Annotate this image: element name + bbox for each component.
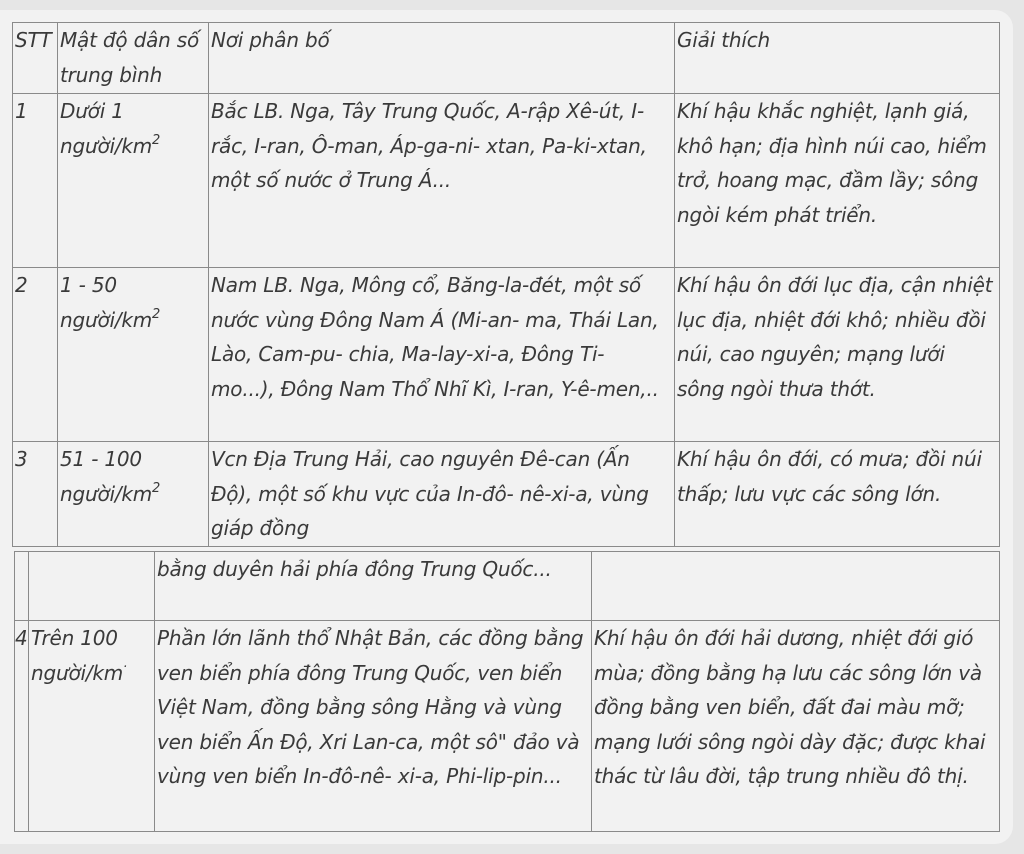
row-distribution: Vcn Địa Trung Hải, cao nguyên Đê-can (Ấn Độ), một số khu vực của In-đô- nê-xi-a, vùng giáp đồng: [209, 442, 675, 547]
row-distribution: Nam LB. Nga, Mông cổ, Băng-la-đét, một số nước vùng Đông Nam Á (Mi-an- ma, Thái Lan, Lào, Cam-pu- chia, Ma-lay-xi-a, Đông Ti- mo...), Đông Nam Thổ Nhĩ Kì, I-ran, Y-ê-men,..: [209, 268, 675, 442]
row-density: [29, 552, 155, 621]
header-stt: STT: [13, 23, 58, 94]
row-stt: [15, 552, 29, 621]
header-explanation: Giải thích: [675, 23, 1000, 94]
row-explanation: Khí hậu ôn đới, có mưa; đồi núi thấp; lưu vực các sông lớn.: [675, 442, 1000, 547]
population-density-table: [12, 22, 1000, 547]
row-distribution: Bắc LB. Nga, Tây Trung Quốc, A-rập Xê-út, I-rắc, I-ran, Ô-man, Áp-ga-ni- xtan, Pa-ki-xtan, một số nước ở Trung Á...: [209, 94, 675, 268]
row-density: Dưới 1 người/$km^2$: [58, 94, 209, 268]
row-explanation: [592, 552, 1000, 621]
row-explanation: Khí hậu ôn đới lục địa, cận nhiệt lục địa, nhiệt đới khô; nhiều đồi núi, cao nguyên; mạng lưới sông ngòi thưa thớt.: [675, 268, 1000, 442]
row-explanation: Khí hậu ôn đới hải dương, nhiệt đới gió mùa; đồng bằng hạ lưu các sông lớn và đồng bằng ven biển, đất đai màu mỡ; mạng lưới sông ngòi dày đặc; được khai thác từ lâu đời, tập trung nhiều đô thị.: [592, 621, 1000, 832]
table-row: [15, 552, 1000, 621]
table-row: [13, 94, 1000, 268]
row-stt: 4: [15, 621, 29, 832]
row-density: Trên 100 người/km·: [29, 621, 155, 832]
row-distribution: Phần lớn lãnh thổ Nhật Bản, các đồng bằng ven biển phía đông Trung Quốc, ven biển Việt Nam, đồng bằng sông Hằng và vùng ven biển Ấn Độ, Xri Lan-ca, một sô" đảo và vùng ven biển In-đô-nê- xi-a, Phi-lip-pin...: [155, 621, 592, 832]
header-distribution: Nơi phân bố: [209, 23, 675, 94]
row-density: 1 - 50 người/$km^2$: [58, 268, 209, 442]
table-row: [13, 268, 1000, 442]
row-distribution: bằng duyên hải phía đông Trung Quốc...: [155, 552, 592, 621]
table-row: [13, 442, 1000, 547]
population-density-table-continued: [14, 551, 1000, 832]
row-explanation: Khí hậu khắc nghiệt, lạnh giá, khô hạn; địa hình núi cao, hiểm trở, hoang mạc, đầm lầy; sông ngòi kém phát triển.: [675, 94, 1000, 268]
row-stt: 1: [13, 94, 58, 268]
row-stt: 2: [13, 268, 58, 442]
row-stt: 3: [13, 442, 58, 547]
row-density: 51 - 100 người/$km^2$: [58, 442, 209, 547]
table-header-row: [13, 23, 1000, 94]
table-row: [15, 621, 1000, 832]
header-density: Mật độ dân số trung bình: [58, 23, 209, 94]
